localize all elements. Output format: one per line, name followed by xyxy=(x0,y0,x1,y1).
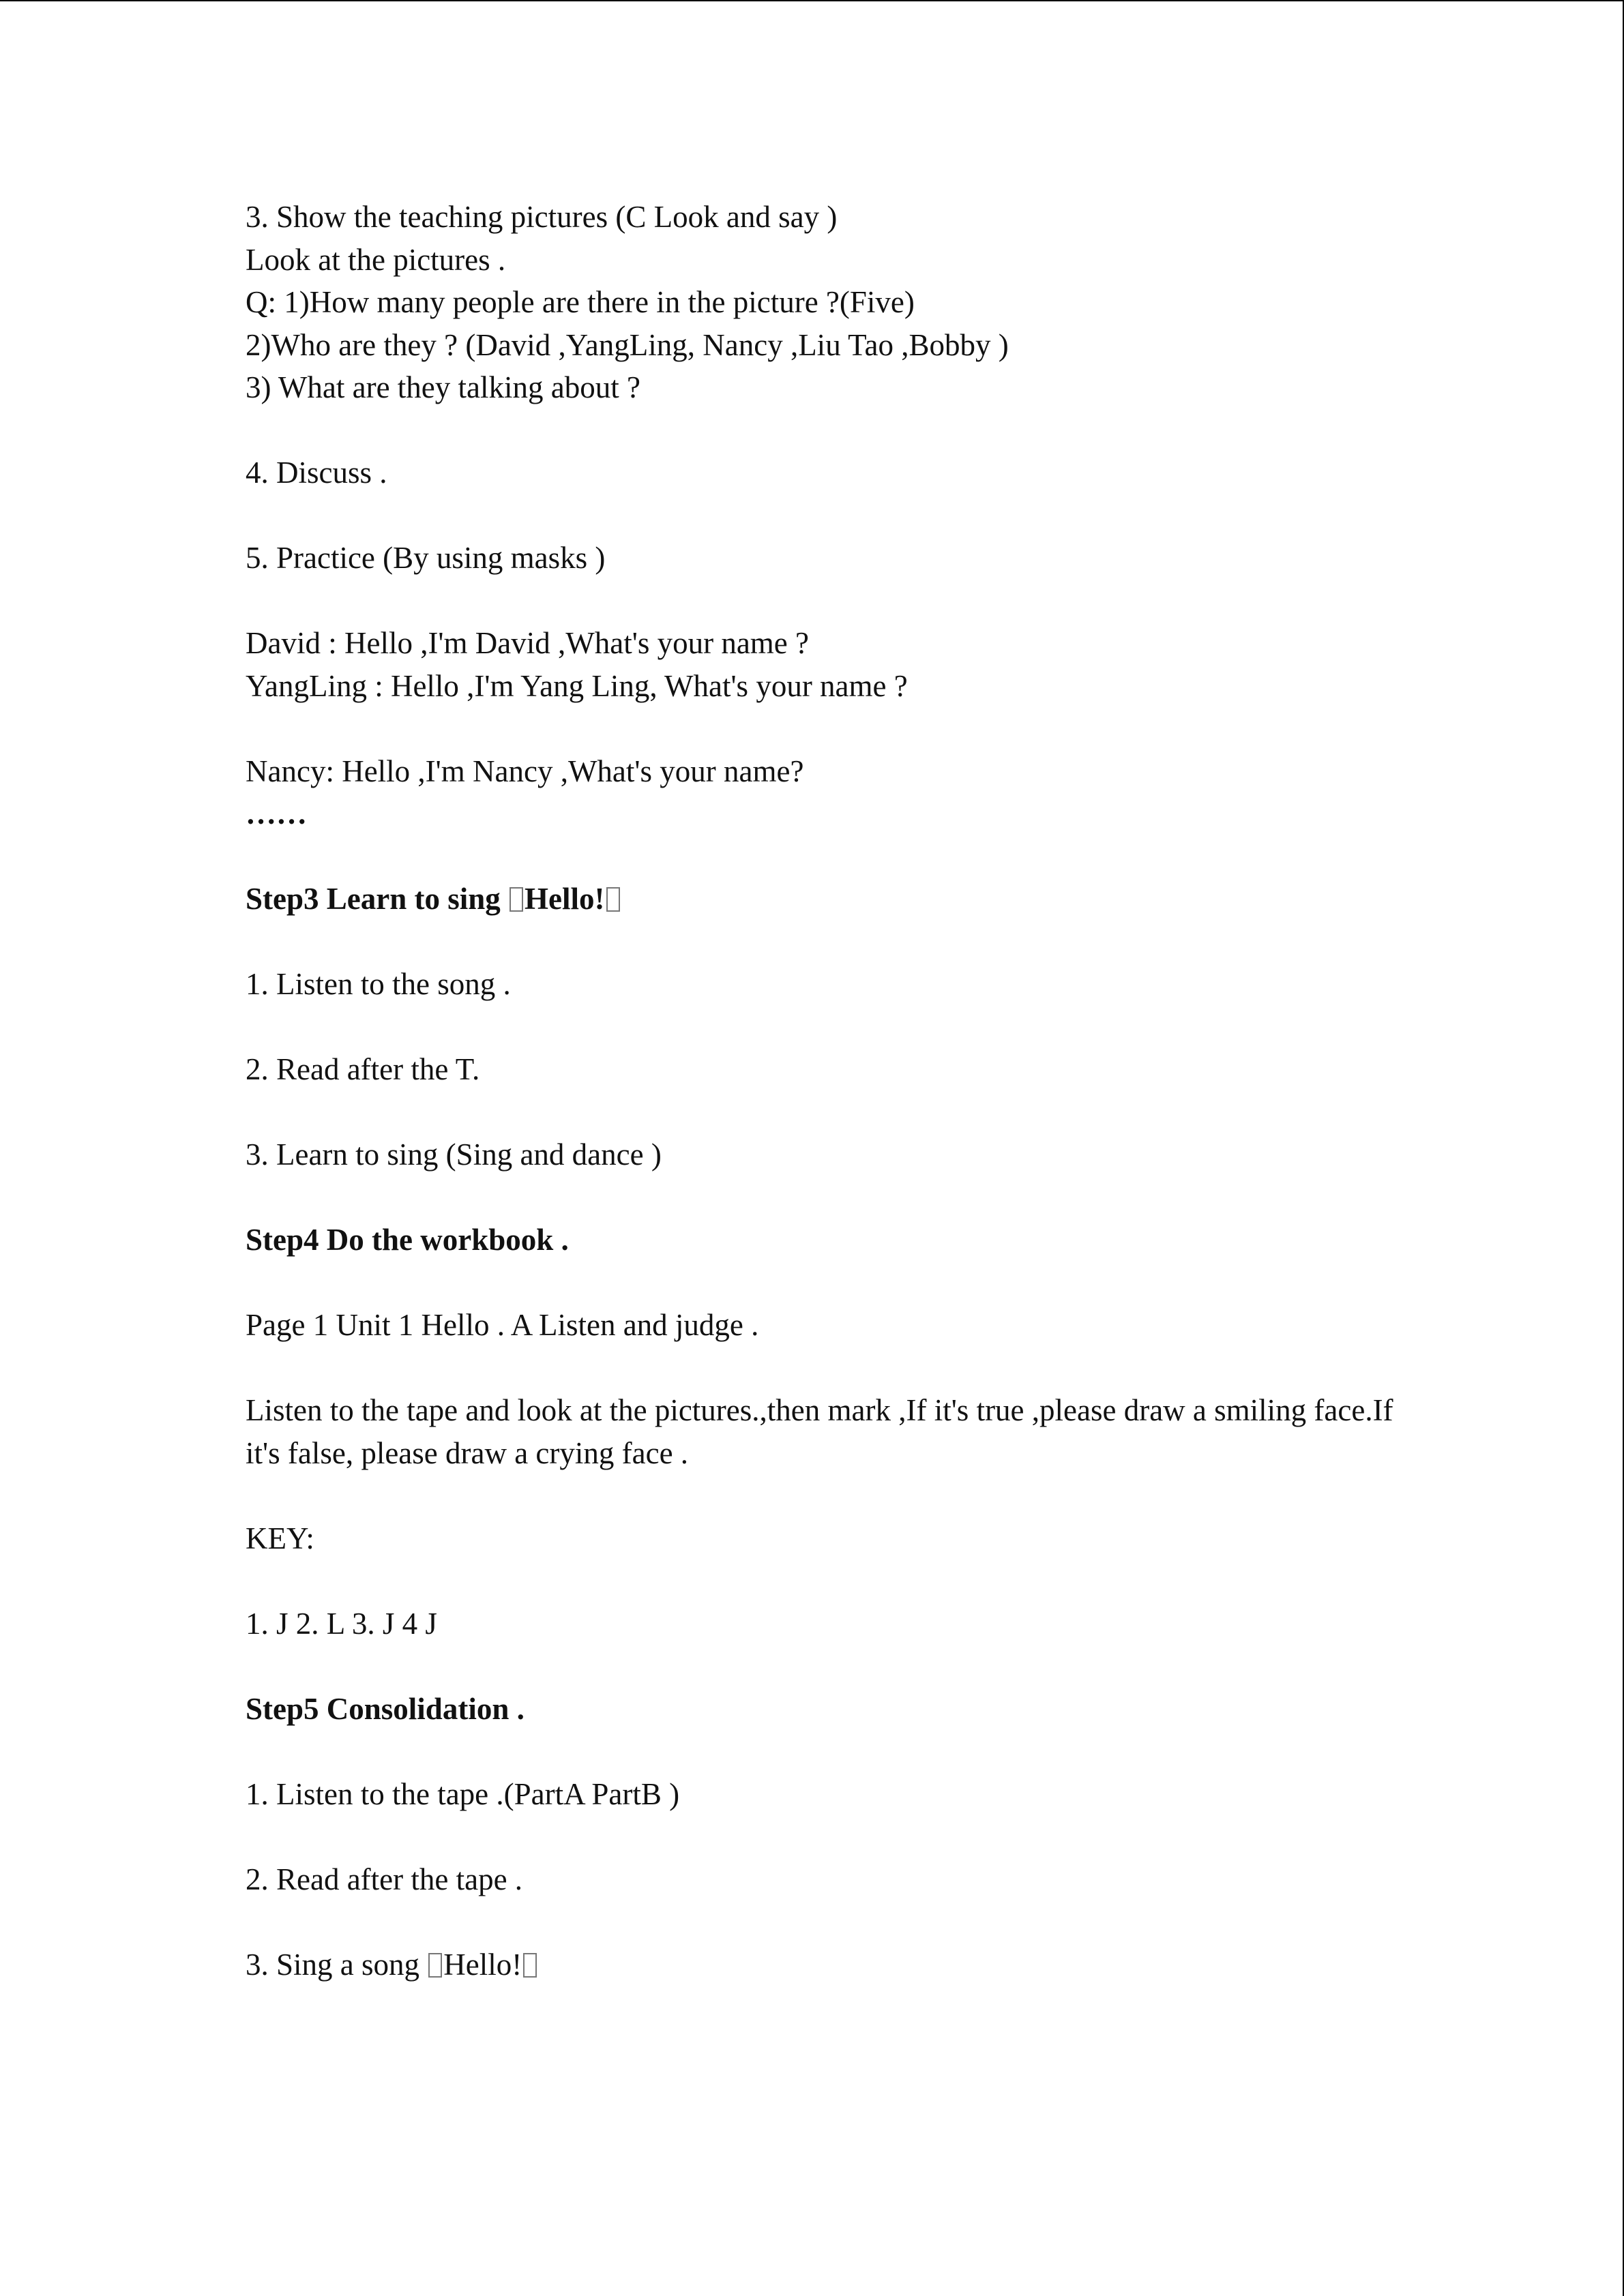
text-line: Page 1 Unit 1 Hello . A Listen and judge . xyxy=(246,1308,759,1342)
paragraph-spacer xyxy=(246,580,1405,623)
text-line: 3. Show the teaching pictures (C Look and say ) xyxy=(246,200,838,234)
paragraph-spacer xyxy=(246,1006,1405,1049)
text-line: 3) What are they talking about ? xyxy=(246,370,640,404)
paragraph-spacer xyxy=(246,409,1405,452)
paragraph-spacer xyxy=(246,1560,1405,1602)
missing-glyph-box xyxy=(510,887,523,912)
text-line: 1. Listen to the tape .(PartA PartB ) xyxy=(246,1776,680,1811)
paragraph-spacer xyxy=(246,1176,1405,1219)
sing-song-title: Hello! xyxy=(443,1947,522,1982)
sing-song-line xyxy=(246,1943,1405,1986)
text-line: KEY: xyxy=(246,1521,314,1555)
ellipsis-line: …… xyxy=(246,796,307,831)
instruction-paragraph: Listen to the tape and look at the pictures.,then mark ,If it's true ,please draw a smiling face.If it's false, please draw a crying face . xyxy=(246,1393,1393,1470)
answer-key-line: 1. J 2. L 3. J 4 J xyxy=(246,1606,437,1641)
dialogue-line: David : Hello ,I'm David ,What's your name ? xyxy=(246,626,809,660)
paragraph-spacer xyxy=(246,1347,1405,1390)
missing-glyph-box xyxy=(428,1953,442,1978)
text-line: Look at the pictures . xyxy=(246,242,506,277)
paragraph-spacer xyxy=(246,1262,1405,1304)
step3-heading xyxy=(246,878,1405,921)
dialogue-line: Nancy: Hello ,I'm Nancy ,What's your name? xyxy=(246,754,804,788)
text-line: 5. Practice (By using masks ) xyxy=(246,541,606,575)
text-line: 2. Read after the T. xyxy=(246,1052,480,1086)
paragraph-spacer xyxy=(246,1730,1405,1773)
paragraph-spacer xyxy=(246,921,1405,964)
text-line: 4. Discuss . xyxy=(246,456,387,490)
step3-heading-text: Step3 Learn to sing xyxy=(246,882,509,916)
paragraph-spacer xyxy=(246,1091,1405,1134)
step4-heading: Step4 Do the workbook . xyxy=(246,1223,569,1257)
text-line: 2)Who are they ? (David ,YangLing, Nancy ,Liu Tao ,Bobby ) xyxy=(246,327,1009,362)
paragraph-spacer xyxy=(246,1474,1405,1517)
paragraph-spacer xyxy=(246,1900,1405,1943)
paragraph-spacer xyxy=(246,844,1405,878)
paragraph-spacer xyxy=(246,1815,1405,1858)
paragraph-spacer xyxy=(246,494,1405,537)
document-body xyxy=(246,196,1405,1986)
text-line: 1. Listen to the song . xyxy=(246,967,511,1001)
text-line: 2. Read after the tape . xyxy=(246,1862,523,1896)
missing-glyph-box xyxy=(523,1953,537,1978)
text-line: 3. Learn to sing (Sing and dance ) xyxy=(246,1137,662,1172)
step3-song-title: Hello! xyxy=(525,882,605,916)
text-line: Q: 1)How many people are there in the picture ?(Five) xyxy=(246,285,915,319)
sing-song-text: 3. Sing a song xyxy=(246,1947,428,1982)
step5-heading: Step5 Consolidation . xyxy=(246,1691,525,1726)
paragraph-spacer xyxy=(246,707,1405,750)
missing-glyph-box xyxy=(606,887,620,912)
paragraph-spacer xyxy=(246,1645,1405,1688)
dialogue-line: YangLing : Hello ,I'm Yang Ling, What's your name ? xyxy=(246,668,908,703)
